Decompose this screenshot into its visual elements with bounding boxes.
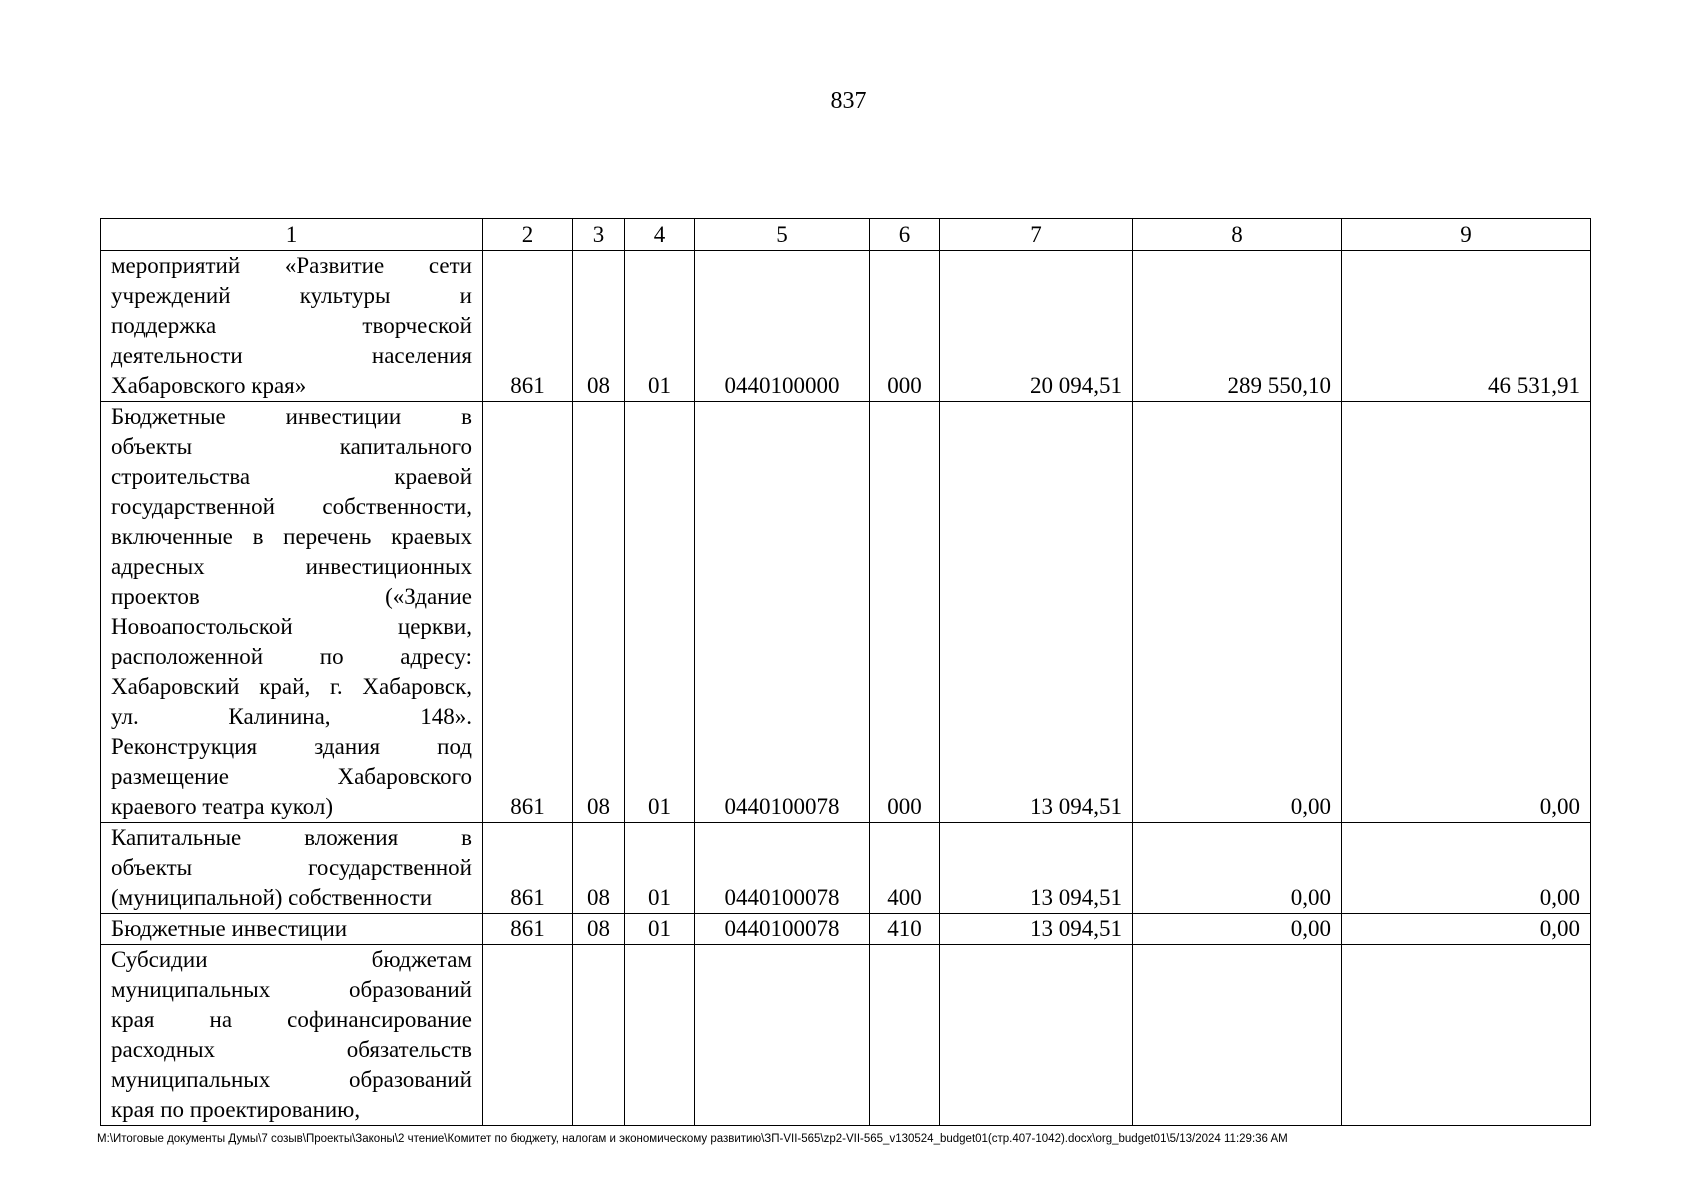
- page-number: 837: [830, 88, 867, 114]
- description-line: Субсидии бюджетам: [111, 947, 472, 972]
- column-header: 9: [1342, 219, 1591, 251]
- description-line: расположенной по адресу:: [111, 644, 472, 669]
- column-header: 3: [573, 219, 625, 251]
- table-row: [101, 402, 1591, 823]
- description-line: объекты государственной: [111, 855, 472, 880]
- section-code: 08: [573, 823, 625, 914]
- row-description: [101, 251, 483, 402]
- section-code: 08: [573, 251, 625, 402]
- description-line: Новоапостольской церкви,: [111, 614, 472, 639]
- column-header: 5: [695, 219, 870, 251]
- subsection-code: 01: [625, 914, 695, 945]
- amount-col-8: [1133, 945, 1342, 1126]
- description-line: объекты капитального: [111, 434, 472, 459]
- row-description: [101, 402, 483, 823]
- department-code: 861: [483, 914, 573, 945]
- description-line: Бюджетные инвестиции в: [111, 404, 472, 429]
- amount-col-7: [940, 945, 1133, 1126]
- description-line: муниципальных образований: [111, 977, 472, 1002]
- description-line: адресных инвестиционных: [111, 554, 472, 579]
- amount-col-7: 20 094,51: [940, 251, 1133, 402]
- section-code: 08: [573, 914, 625, 945]
- table-body: [101, 251, 1591, 1126]
- column-header: 7: [940, 219, 1133, 251]
- row-description: [101, 823, 483, 914]
- row-description: [101, 945, 483, 1126]
- table-row: [101, 251, 1591, 402]
- target-article-code: 0440100078: [695, 402, 870, 823]
- amount-col-9: 0,00: [1342, 914, 1591, 945]
- amount-col-7: 13 094,51: [940, 402, 1133, 823]
- subsection-code: 01: [625, 402, 695, 823]
- column-header: 6: [870, 219, 940, 251]
- description-line: Реконструкция здания под: [111, 734, 472, 759]
- description-line: проектов («Здание: [111, 584, 472, 609]
- column-header: 1: [101, 219, 483, 251]
- amount-col-9: 46 531,91: [1342, 251, 1591, 402]
- description-line: краевого театра кукол): [111, 794, 334, 819]
- expense-type-code: 000: [870, 251, 940, 402]
- description-line: (муниципальной) собственности: [111, 885, 433, 910]
- expense-type-code: 000: [870, 402, 940, 823]
- description-line: Бюджетные инвестиции: [111, 916, 348, 941]
- department-code: [483, 945, 573, 1126]
- column-header: 4: [625, 219, 695, 251]
- file-path-footer: M:\Итоговые документы Думы\7 созыв\Проекты\Законы\2 чтение\Комитет по бюджету, налогам и экономическому развитию\ЗП-VII-565\zp2-VII-565_v130524_budget01(стр.407-1042).docx\org_budget01\5/13/2024 11:29:36 AM: [97, 1133, 1288, 1145]
- description-line: Хабаровского края»: [111, 373, 307, 398]
- description-line: поддержка творческой: [111, 313, 472, 338]
- amount-col-8: 0,00: [1133, 914, 1342, 945]
- amount-col-9: [1342, 945, 1591, 1126]
- subsection-code: 01: [625, 251, 695, 402]
- description-line: размещение Хабаровского: [111, 764, 472, 789]
- amount-col-9: 0,00: [1342, 402, 1591, 823]
- table-header-row: [101, 219, 1591, 251]
- budget-table: [100, 218, 1591, 1126]
- description-line: деятельности населения: [111, 343, 472, 368]
- description-line: края на софинансирование: [111, 1007, 472, 1032]
- amount-col-8: 0,00: [1133, 402, 1342, 823]
- description-line: муниципальных образований: [111, 1067, 472, 1092]
- row-description: [101, 914, 483, 945]
- description-line: государственной собственности,: [111, 494, 472, 519]
- subsection-code: [625, 945, 695, 1126]
- description-line: Хабаровский край, г. Хабаровск,: [111, 674, 472, 699]
- amount-col-9: 0,00: [1342, 823, 1591, 914]
- amount-col-8: 289 550,10: [1133, 251, 1342, 402]
- description-line: учреждений культуры и: [111, 283, 472, 308]
- description-line: ул. Калинина, 148».: [111, 704, 472, 729]
- description-line: включенные в перечень краевых: [111, 524, 472, 549]
- target-article-code: 0440100078: [695, 823, 870, 914]
- expense-type-code: 400: [870, 823, 940, 914]
- target-article-code: 0440100078: [695, 914, 870, 945]
- description-line: строительства краевой: [111, 464, 472, 489]
- section-code: [573, 945, 625, 1126]
- table-row: [101, 914, 1591, 945]
- target-article-code: [695, 945, 870, 1126]
- department-code: 861: [483, 823, 573, 914]
- table-row: [101, 823, 1591, 914]
- target-article-code: 0440100000: [695, 251, 870, 402]
- table-row: [101, 945, 1591, 1126]
- description-line: Капитальные вложения в: [111, 825, 472, 850]
- expense-type-code: [870, 945, 940, 1126]
- department-code: 861: [483, 402, 573, 823]
- section-code: 08: [573, 402, 625, 823]
- amount-col-8: 0,00: [1133, 823, 1342, 914]
- description-line: края по проектированию,: [111, 1097, 361, 1122]
- expense-type-code: 410: [870, 914, 940, 945]
- description-line: мероприятий «Развитие сети: [111, 253, 472, 278]
- amount-col-7: 13 094,51: [940, 914, 1133, 945]
- column-header: 8: [1133, 219, 1342, 251]
- department-code: 861: [483, 251, 573, 402]
- description-line: расходных обязательств: [111, 1037, 472, 1062]
- amount-col-7: 13 094,51: [940, 823, 1133, 914]
- column-header: 2: [483, 219, 573, 251]
- subsection-code: 01: [625, 823, 695, 914]
